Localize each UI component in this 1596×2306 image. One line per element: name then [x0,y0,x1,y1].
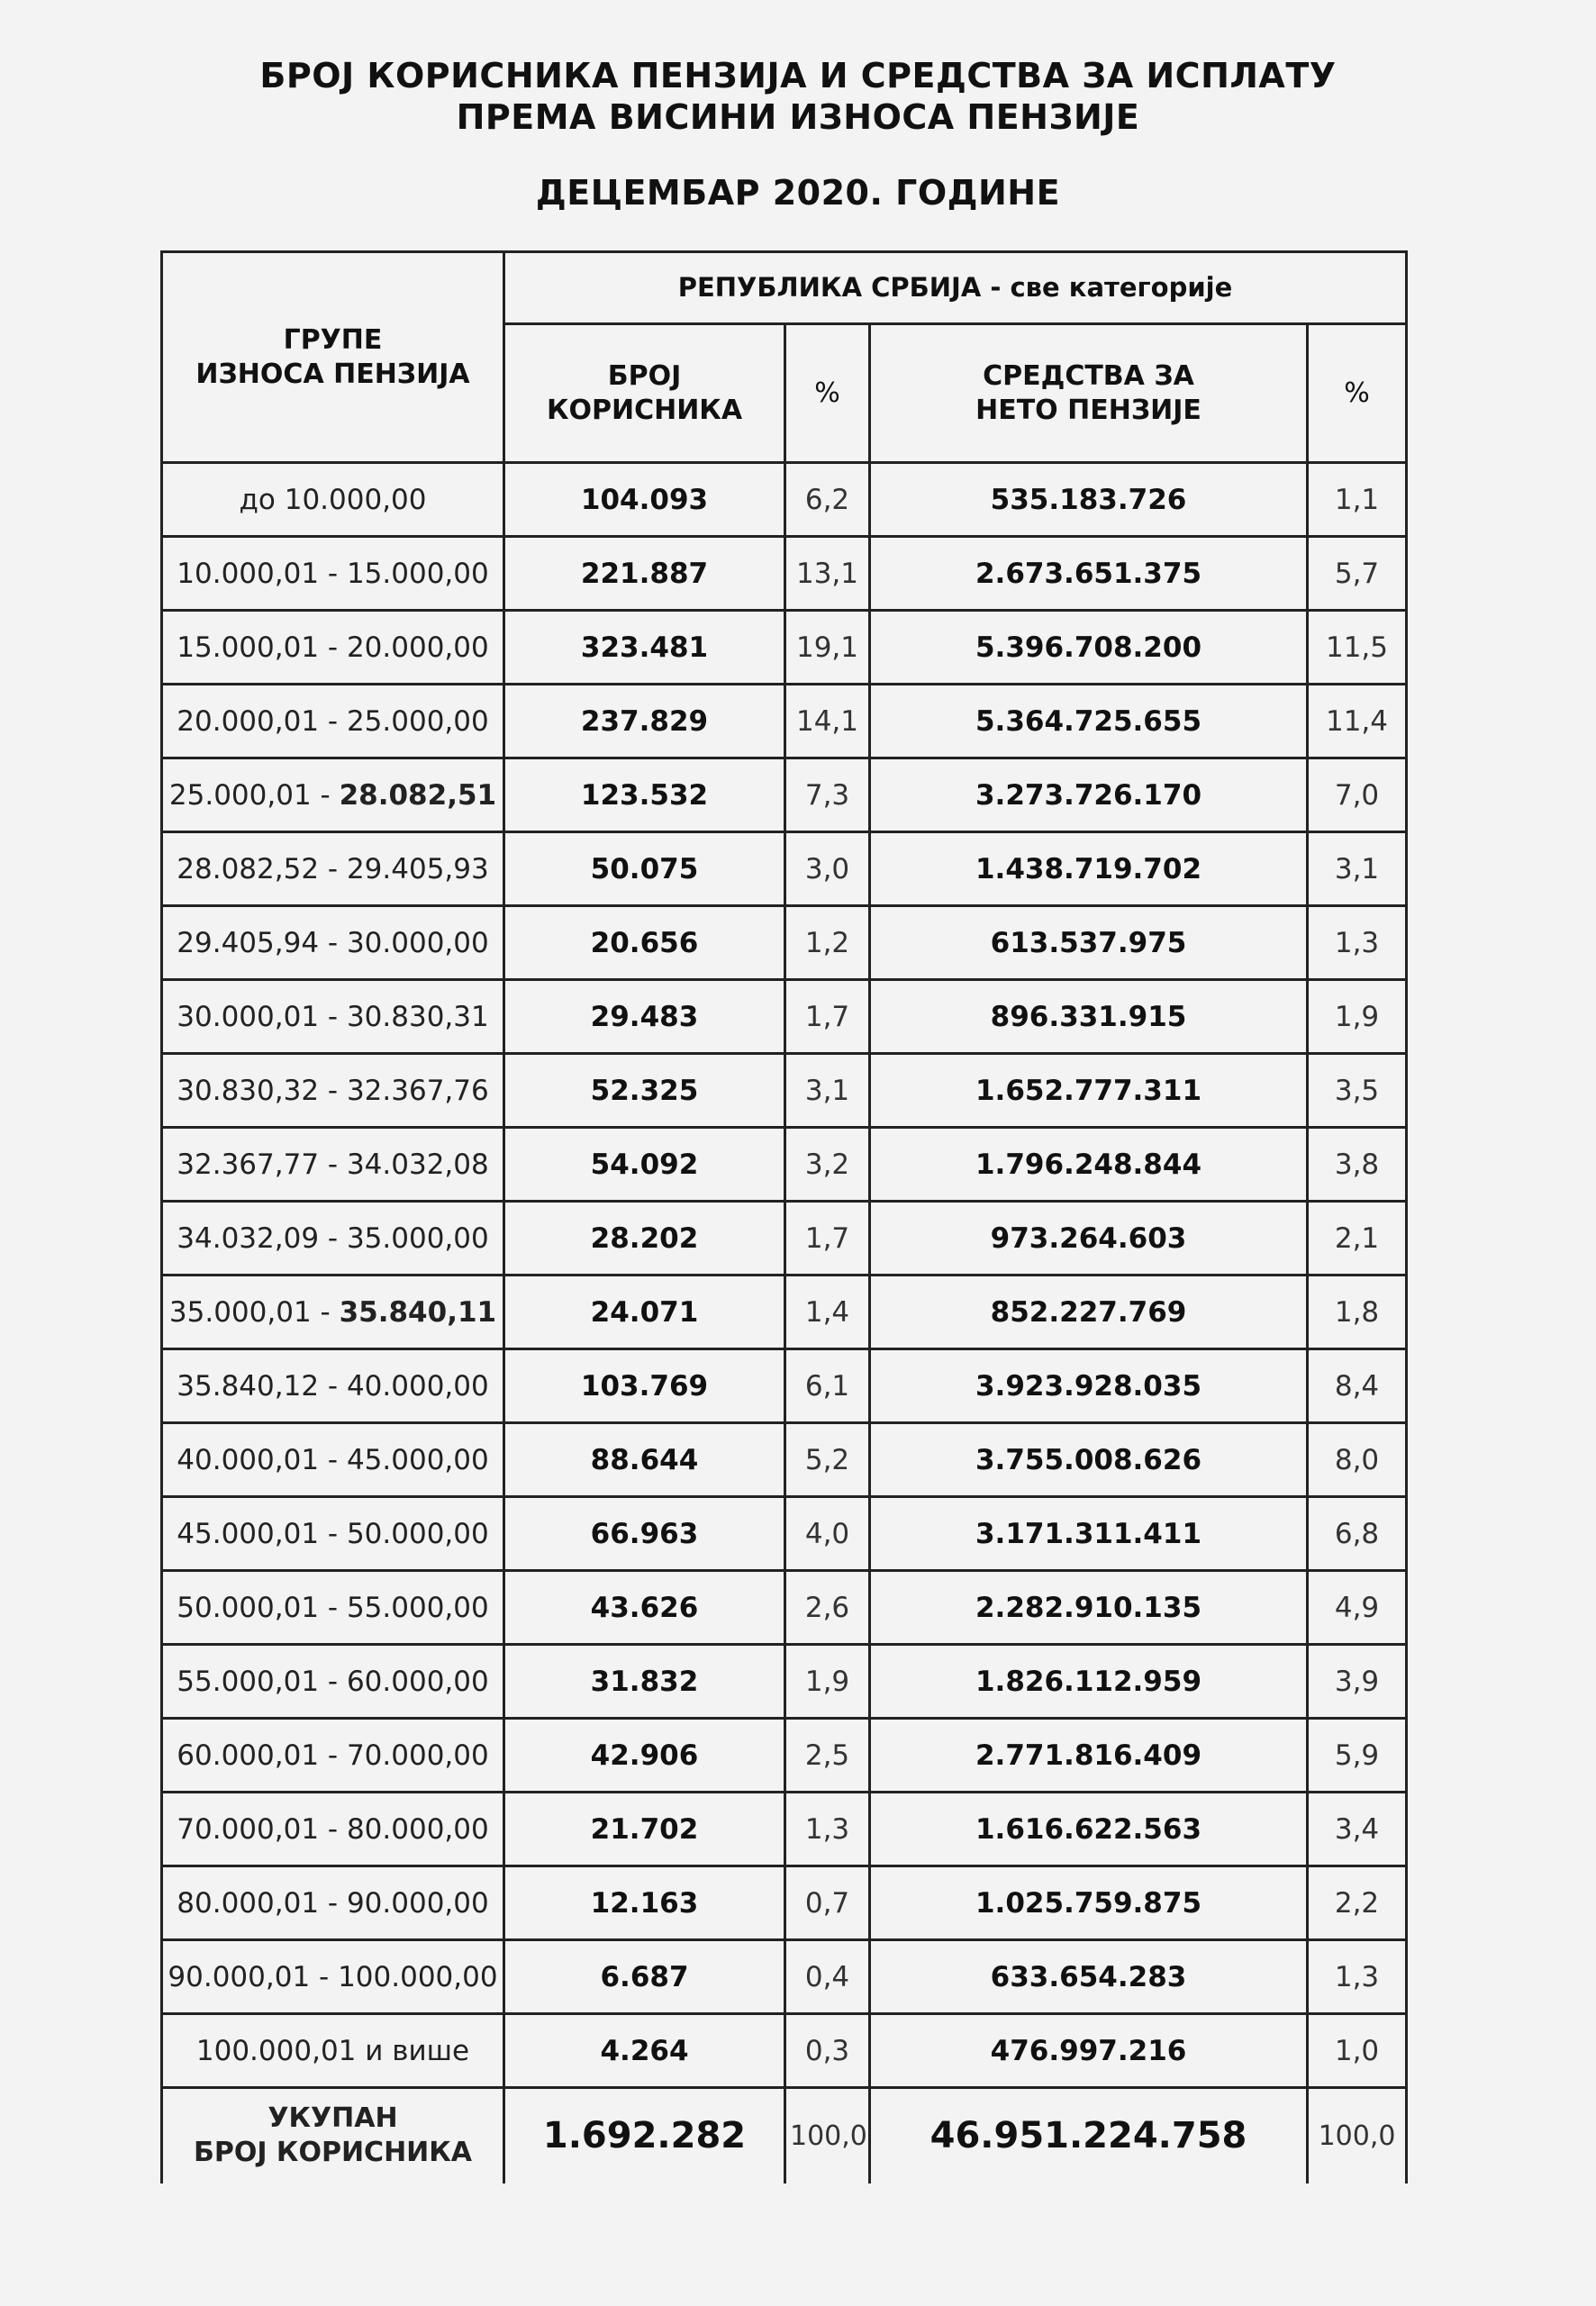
table-row [162,1423,1407,1497]
table-row [162,685,1407,758]
row-count: 31.832 [504,1645,785,1719]
table-row [162,537,1407,611]
table-row [162,1793,1407,1866]
row-amount-pct: 5,7 [1308,537,1407,611]
row-count: 20.656 [504,906,785,980]
row-count-pct: 1,7 [785,980,870,1054]
row-count-pct: 6,2 [785,463,870,537]
row-group-range-text: 30.830,32 - 32.367,76 [177,1074,489,1107]
row-amount-pct: 7,0 [1308,758,1407,832]
row-group-range-text: 35.840,12 - 40.000,00 [177,1369,489,1403]
region-header [504,252,1407,324]
row-amount: 3.273.726.170 [870,758,1308,832]
document-title-line-1: БРОЈ КОРИСНИКА ПЕНЗИЈА И СРЕДСТВА ЗА ИСПЛАТУ [259,56,1337,95]
table-row [162,758,1407,832]
row-count: 12.163 [504,1866,785,1940]
row-group-range-text: до 10.000,00 [239,483,427,516]
row-group-range [162,1793,504,1866]
count-header-line-1: БРОЈ [607,359,682,392]
total-label [162,2088,504,2183]
group-header-line-1: ГРУПЕ [283,323,383,356]
row-count-pct: 0,3 [785,2014,870,2088]
row-count: 28.202 [504,1202,785,1276]
row-amount: 3.923.928.035 [870,1349,1308,1423]
row-count: 29.483 [504,980,785,1054]
row-amount-pct: 11,5 [1308,611,1407,685]
row-count-pct: 1,7 [785,1202,870,1276]
row-group-range-text: 60.000,01 - 70.000,00 [177,1739,489,1772]
table-row [162,1497,1407,1571]
group-header [162,252,504,463]
row-amount: 535.183.726 [870,463,1308,537]
table-row [162,1054,1407,1128]
total-amount: 46.951.224.758 [870,2088,1308,2183]
row-amount: 2.282.910.135 [870,1571,1308,1645]
row-amount: 5.396.708.200 [870,611,1308,685]
row-group-range-text: 100.000,01 и више [195,2034,470,2067]
table-row [162,463,1407,537]
row-amount-pct: 8,4 [1308,1349,1407,1423]
row-amount-pct: 1,3 [1308,1940,1407,2014]
row-count-pct: 2,5 [785,1719,870,1793]
row-amount: 476.997.216 [870,2014,1308,2088]
row-group-range [162,1866,504,1940]
table-body [162,463,1407,2183]
table-row [162,1940,1407,2014]
row-group-range-text: 90.000,01 - 100.000,00 [168,1960,498,1993]
table-row [162,611,1407,685]
row-group-range [162,1940,504,2014]
row-count: 6.687 [504,1940,785,2014]
row-count: 54.092 [504,1128,785,1202]
row-amount-pct: 3,1 [1308,832,1407,906]
row-group-range-text: 28.082,52 - 29.405,93 [177,852,489,885]
row-amount: 1.025.759.875 [870,1866,1308,1940]
table-row [162,2014,1407,2088]
row-amount-pct: 3,9 [1308,1645,1407,1719]
row-group-range-text: 25.000,01 - [168,778,340,812]
row-amount-pct: 3,4 [1308,1793,1407,1866]
row-group-range-text: 29.405,94 - 30.000,00 [177,926,489,959]
table-row [162,1645,1407,1719]
pct-header: % [785,324,870,463]
row-count-pct: 3,2 [785,1128,870,1202]
row-group-range [162,1202,504,1276]
row-count-pct: 5,2 [785,1423,870,1497]
row-amount: 3.171.311.411 [870,1497,1308,1571]
row-count-pct: 6,1 [785,1349,870,1423]
row-count-pct: 4,0 [785,1497,870,1571]
table-row [162,1128,1407,1202]
group-header-line-2: ИЗНОСА ПЕНЗИЈА [195,358,470,390]
row-count: 88.644 [504,1423,785,1497]
row-group-range [162,1423,504,1497]
row-group-range-text: 32.367,77 - 34.032,08 [177,1148,489,1181]
table-row [162,1276,1407,1349]
row-group-range-text: 10.000,01 - 15.000,00 [177,557,489,590]
row-count-pct: 0,7 [785,1866,870,1940]
row-group-range [162,906,504,980]
row-amount: 1.616.622.563 [870,1793,1308,1866]
row-count-pct: 1,9 [785,1645,870,1719]
row-group-range-text: 35.000,01 - [168,1295,340,1329]
region-header-label: РЕПУБЛИКА СРБИЈА - све категорије [677,272,1233,303]
row-count: 50.075 [504,832,785,906]
row-amount: 973.264.603 [870,1202,1308,1276]
row-group-range-text: 55.000,01 - 60.000,00 [177,1665,489,1698]
row-amount: 3.755.008.626 [870,1423,1308,1497]
row-amount: 2.771.816.409 [870,1719,1308,1793]
row-group-range-bound: 35.840,11 [339,1295,497,1329]
total-amount-pct: 100,0 [1308,2088,1407,2183]
row-amount-pct: 6,8 [1308,1497,1407,1571]
row-count: 66.963 [504,1497,785,1571]
count-header [504,324,785,463]
row-count-pct: 1,2 [785,906,870,980]
count-header-line-2: КОРИСНИКА [546,394,743,426]
row-group-range [162,832,504,906]
row-group-range-text: 30.000,01 - 30.830,31 [177,1000,489,1033]
row-amount-pct: 1,9 [1308,980,1407,1054]
table-row [162,1571,1407,1645]
row-count: 52.325 [504,1054,785,1128]
row-amount: 633.654.283 [870,1940,1308,2014]
document-title-line-2: ПРЕМА ВИСИНИ ИЗНОСА ПЕНЗИЈЕ [456,97,1140,137]
row-amount: 1.796.248.844 [870,1128,1308,1202]
row-amount-pct: 2,2 [1308,1866,1407,1940]
row-group-range-text: 45.000,01 - 50.000,00 [177,1517,489,1550]
row-group-range-text: 20.000,01 - 25.000,00 [177,704,489,738]
row-amount-pct: 4,9 [1308,1571,1407,1645]
row-amount-pct: 1,8 [1308,1276,1407,1349]
row-amount-pct: 3,8 [1308,1128,1407,1202]
row-amount: 1.438.719.702 [870,832,1308,906]
row-amount: 613.537.975 [870,906,1308,980]
row-group-range [162,537,504,611]
total-label-line-2: БРОЈ КОРИСНИКА [193,2137,473,2169]
table-row [162,980,1407,1054]
pension-table [160,250,1408,2183]
pct2-header: % [1308,324,1407,463]
table-row [162,906,1407,980]
total-row [162,2088,1407,2183]
total-count: 1.692.282 [504,2088,785,2183]
row-group-range-bound: 28.082,51 [339,778,497,812]
row-group-range [162,1276,504,1349]
row-amount-pct: 1,1 [1308,463,1407,537]
row-group-range-text: 40.000,01 - 45.000,00 [177,1443,489,1476]
row-amount-pct: 1,3 [1308,906,1407,980]
row-count: 104.093 [504,463,785,537]
row-group-range [162,463,504,537]
row-group-range [162,685,504,758]
total-label-line-1: УКУПАН [268,2102,398,2135]
row-count-pct: 1,4 [785,1276,870,1349]
row-group-range [162,611,504,685]
row-count: 43.626 [504,1571,785,1645]
row-group-range-text: 80.000,01 - 90.000,00 [177,1886,489,1920]
row-amount: 1.652.777.311 [870,1054,1308,1128]
row-count: 323.481 [504,611,785,685]
row-count: 123.532 [504,758,785,832]
document-period: ДЕЦЕМБАР 2020. ГОДИНЕ [535,173,1061,213]
row-group-range-text: 50.000,01 - 55.000,00 [177,1591,489,1624]
row-group-range [162,1349,504,1423]
row-count: 42.906 [504,1719,785,1793]
row-amount: 5.364.725.655 [870,685,1308,758]
row-amount: 896.331.915 [870,980,1308,1054]
row-group-range [162,1571,504,1645]
table-row [162,1866,1407,1940]
row-amount: 852.227.769 [870,1276,1308,1349]
row-count-pct: 14,1 [785,685,870,758]
amount-header-line-2: НЕТО ПЕНЗИЈЕ [975,394,1202,426]
row-amount: 1.826.112.959 [870,1645,1308,1719]
row-group-range [162,2014,504,2088]
row-count-pct: 13,1 [785,537,870,611]
row-group-range [162,980,504,1054]
amount-header [870,324,1308,463]
row-group-range [162,1054,504,1128]
row-count: 221.887 [504,537,785,611]
row-amount: 2.673.651.375 [870,537,1308,611]
row-count-pct: 0,4 [785,1940,870,2014]
table-row [162,1349,1407,1423]
row-group-range [162,1719,504,1793]
table-row [162,832,1407,906]
row-count-pct: 1,3 [785,1793,870,1866]
table-row [162,1202,1407,1276]
row-amount-pct: 11,4 [1308,685,1407,758]
table-row [162,1719,1407,1793]
row-group-range-text: 70.000,01 - 80.000,00 [177,1812,489,1846]
row-count: 21.702 [504,1793,785,1866]
row-count: 237.829 [504,685,785,758]
row-amount-pct: 3,5 [1308,1054,1407,1128]
row-count-pct: 19,1 [785,611,870,685]
amount-header-line-1: СРЕДСТВА ЗА [983,359,1194,392]
row-amount-pct: 8,0 [1308,1423,1407,1497]
row-count-pct: 2,6 [785,1571,870,1645]
row-count: 4.264 [504,2014,785,2088]
row-amount-pct: 2,1 [1308,1202,1407,1276]
row-group-range-text: 34.032,09 - 35.000,00 [177,1221,489,1255]
total-count-pct: 100,0 [785,2088,870,2183]
row-group-range-text: 15.000,01 - 20.000,00 [177,631,489,664]
row-count-pct: 3,1 [785,1054,870,1128]
row-group-range [162,1497,504,1571]
row-amount-pct: 5,9 [1308,1719,1407,1793]
row-count: 103.769 [504,1349,785,1423]
row-count-pct: 7,3 [785,758,870,832]
row-count: 24.071 [504,1276,785,1349]
row-count-pct: 3,0 [785,832,870,906]
row-group-range [162,1645,504,1719]
row-group-range [162,1128,504,1202]
row-amount-pct: 1,0 [1308,2014,1407,2088]
row-group-range [162,758,504,832]
